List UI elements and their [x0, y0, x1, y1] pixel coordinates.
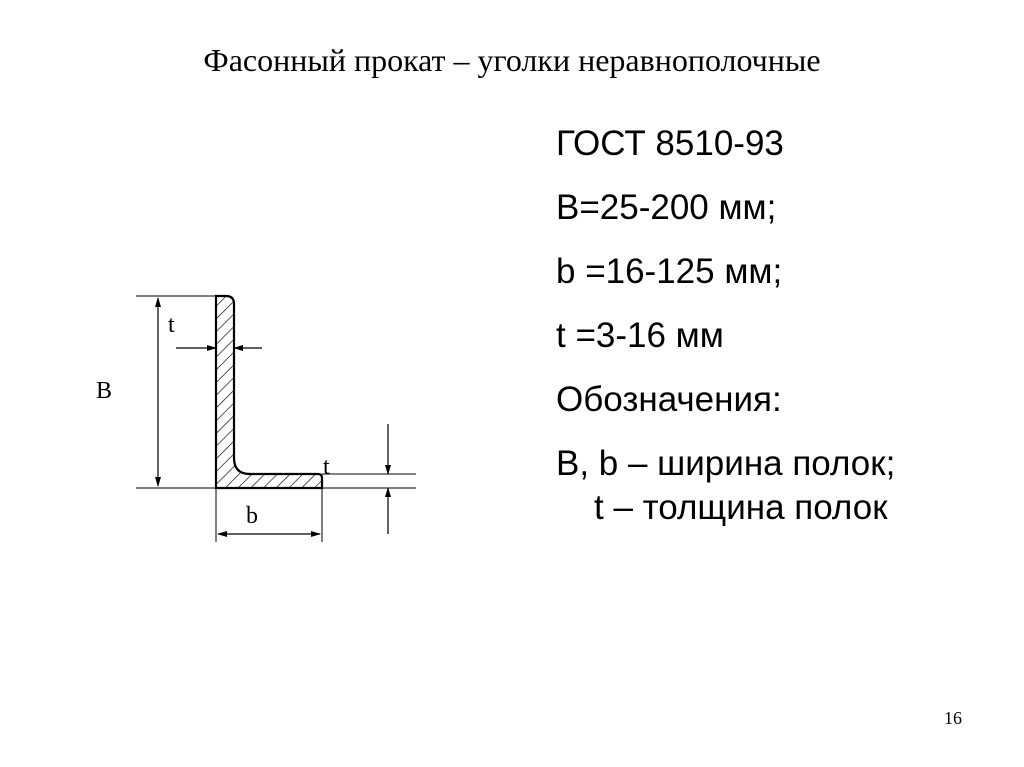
slide-title: Фасонный прокат – уголки неравнополочные	[203, 42, 821, 78]
label-b: b	[246, 503, 258, 529]
legend-width: B, b – ширина полок;	[556, 444, 896, 483]
angle-specification-list	[556, 120, 895, 530]
angle-profile	[216, 296, 322, 488]
label-B: B	[96, 378, 113, 404]
label-t-vertical: t	[168, 312, 175, 338]
gost-standard: ГОСТ 8510-93	[556, 124, 784, 163]
range-b: b =16-125 мм;	[556, 252, 783, 291]
page-number: 16	[944, 708, 962, 728]
legend-heading: Обозначения:	[556, 380, 782, 419]
range-t: t =3-16 мм	[556, 316, 724, 355]
range-B: B=25-200 мм;	[556, 188, 777, 227]
label-t-horizontal: t	[323, 454, 330, 480]
legend-thickness: t – толщина полок	[594, 488, 888, 527]
